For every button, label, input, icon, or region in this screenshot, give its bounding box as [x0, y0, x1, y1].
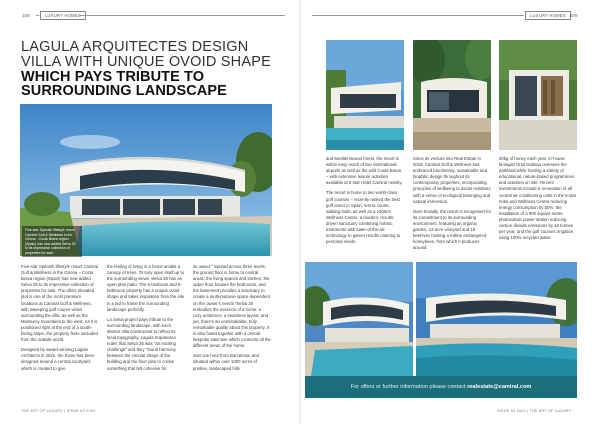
photo-caption [22, 226, 82, 257]
villa-photo-exterior-3 [499, 40, 577, 150]
contact-lead-text: For offers or further information please contact [350, 384, 468, 390]
villa-photo-pool-1 [305, 262, 413, 376]
villa-photo-exterior-2 [413, 40, 491, 150]
paragraph: More broadly, the resort is recognised for its commitment to its surrounding environment, featuring an organic garden, 12-acre vineyard and 18 beehives hosting a million endangered honeybees, from which it produces around [413, 208, 492, 251]
contact-text [351, 384, 532, 390]
paragraph: La Selva project pays tribute to the surrounding landscape, with each distinct villa constructed to reflect its local topography. Lagula Arquitectes notes that Selva 25 was "an exciting challenge" and they "found harmony between the circular shape of the building and the floor plan to create something that felt cohesive for [107, 316, 176, 371]
right-body-column-3 [499, 156, 577, 245]
left-footer: THE ART OF LUXURY | ISSUE 63 2024 [21, 409, 96, 413]
right-footer: ISSUE 63 2024 | THE ART OF LUXURY [497, 409, 572, 413]
contact-email-link[interactable]: realestate@camiral.com [467, 384, 532, 390]
right-body-column-1 [326, 156, 404, 249]
paragraph: Just one hour from Barcelona, and situated within over 1300 acres of pristine, landscaped hills [193, 353, 259, 371]
header-rule [36, 15, 39, 16]
header-rule [80, 15, 285, 16]
paragraph: Five-star Spanish lifestyle resort Camiral Golf & Wellness in the Girona – Costa Brava region (Spain) has now added Selva 25 to its impressive collection of properties for sale. The villa's elevated plot is one of the most premium locations at Camiral Golf & Wellness, with sweeping golf course views surrounding the villa, as well as the Montseny mountains to the west. As it is positioned right at the end of a south-facing slope, the property feels secluded from the outside world. [21, 264, 99, 343]
left-section-tag: LUXURY HOMES [40, 11, 86, 20]
photo-caption-text: Five-star Spanish lifestyle resort Camiral Golf & Wellness in the Girona - Costa Brava region (Spain) has now added Selva 25 to its impressive collection of properties for sale. [25, 228, 76, 255]
left-body-column-1 [21, 264, 99, 376]
paragraph: Since its venture into Real Estate in 2018, Camiral Golf & Wellness has embraced low-density, sustainable and biophilic design throughout its contemporary properties, incorporating principles of wellbeing to assist residents with a sense of ecological belonging and natural immersion. [413, 156, 491, 204]
headline-line-1: LAGULA ARQUITECTES DESIGN [21, 39, 249, 55]
headline-line-3: WHICH PAYS TRIBUTE TO [21, 68, 205, 85]
paragraph: its owner." Spread across three levels, the ground floor is home to central areas: the living spaces and kitchen, the upper floor houses the bedrooms, and the basement provides a sanctuary to create a multi-purpose space dependent on the owner's needs."Selva 25 embodies the essence of a home: a cozy ambience, a seamless layout, and yet, there's an unmistakable, truly remarkable quality about this property. It is also fused together with a central bespoke staircase which connects all the different areas of the home. [193, 264, 271, 349]
left-page-number: 108 [22, 13, 30, 18]
right-section-tag: LUXURY HOMES [525, 11, 571, 20]
paragraph: The resort is home to two world-class golf courses – recently ranked the best golf resort in Spain, tennis courts, walking trails, as well as a 1000m² Wellness Centre: a modern, results-driven sanctuary combining holistic treatments with state-of-the-art technology to garner results catering to personal needs. [326, 190, 401, 245]
contact-banner [305, 376, 577, 398]
villa-photo-exterior-1 [326, 40, 404, 150]
headline-line-2: VILLA WITH UNIQUE OVOID SHAPE [21, 53, 271, 70]
right-body-column-2 [413, 156, 491, 255]
right-page-number: 109 [570, 13, 578, 18]
paragraph: the feeling of living in a forest amidst a canopy of trees. To truly open itself up to the surrounding views, Selva 25 has an open-plan patio. The 5-bedroom and 5-bathroom property has a unique ovoid shape and takes inspiration from the site in a bid to frame the surrounding landscape perfectly. [107, 264, 185, 312]
paragraph: and Mediterranean forest, the resort is within easy reach of two international airports as well as the wild Costa Brava – with extensive leisure activities available at 5-star Hotel Camiral nearby. [326, 156, 403, 186]
left-body-column-2 [107, 264, 185, 376]
page-gutter [299, 0, 301, 424]
headline-line-4: SURROUNDING LANDSCAPE [21, 83, 227, 100]
paragraph: 50kg of honey each year. In-house biologist Oriol Dalmau oversees the parkland while hosting a variety of educational, nature-based programmes and activities on site. Recent investments include a renovation of all central air conditioning units in the 5-star hotel and Wellness Centre reducing energy consumption by 50%, the installation of a 900 square-metre photovoltaic power station reducing carbon dioxide emissions by 16 tonnes per year, and the golf courses irrigation using 100% recycled water. [499, 156, 577, 241]
paragraph: Designed by award-winning Lagula Architects in 2022, the home has been designed around a central courtyard, which is created to give [21, 347, 95, 371]
header-rule [312, 15, 524, 16]
left-body-column-3 [193, 264, 271, 376]
article-headline [21, 40, 291, 99]
villa-photo-pool-2 [416, 262, 577, 376]
